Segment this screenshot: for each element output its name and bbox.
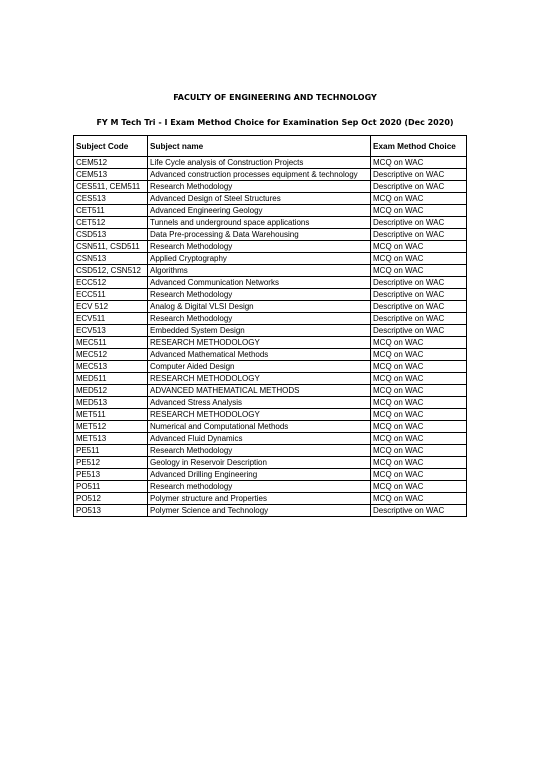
header-subject-name: Subject name [148, 136, 371, 157]
exam-method-cell: Descriptive on WAC [371, 505, 467, 517]
exam-method-cell: Descriptive on WAC [371, 301, 467, 313]
subject-code-cell: MED511 [74, 373, 148, 385]
subject-name-cell: Polymer Science and Technology [148, 505, 371, 517]
subject-code-cell: ECV513 [74, 325, 148, 337]
subject-name-cell: Advanced Mathematical Methods [148, 349, 371, 361]
table-row [74, 493, 467, 505]
subject-code-cell: CSN513 [74, 253, 148, 265]
table-row [74, 181, 467, 193]
table-row [74, 337, 467, 349]
subject-name-cell: Research Methodology [148, 445, 371, 457]
subject-code-cell: ECC511 [74, 289, 148, 301]
table-header-row [74, 136, 467, 157]
exam-method-cell: Descriptive on WAC [371, 289, 467, 301]
subject-name-cell: RESEARCH METHODOLOGY [148, 337, 371, 349]
exam-method-cell: MCQ on WAC [371, 481, 467, 493]
table-row [74, 409, 467, 421]
subject-name-cell: Analog & Digital VLSI Design [148, 301, 371, 313]
table-row [74, 193, 467, 205]
subject-name-cell: Life Cycle analysis of Construction Projects [148, 157, 371, 169]
subject-code-cell: CSN511, CSD511 [74, 241, 148, 253]
table-row [74, 253, 467, 265]
subject-name-cell: Research Methodology [148, 289, 371, 301]
subject-name-cell: Applied Cryptography [148, 253, 371, 265]
exam-method-cell: Descriptive on WAC [371, 217, 467, 229]
table-row [74, 301, 467, 313]
subject-name-cell: Polymer structure and Properties [148, 493, 371, 505]
subject-code-cell: PE511 [74, 445, 148, 457]
exam-method-cell: MCQ on WAC [371, 361, 467, 373]
exam-method-cell: MCQ on WAC [371, 421, 467, 433]
exam-method-cell: MCQ on WAC [371, 193, 467, 205]
table-row [74, 289, 467, 301]
subject-code-cell: CEM513 [74, 169, 148, 181]
subject-name-cell: Geology in Reservoir Description [148, 457, 371, 469]
table-row [74, 349, 467, 361]
subject-name-cell: Advanced construction processes equipment & technology [148, 169, 371, 181]
header-subject-code: Subject Code [74, 136, 148, 157]
subject-name-cell: ADVANCED MATHEMATICAL METHODS [148, 385, 371, 397]
table-row [74, 205, 467, 217]
faculty-title: FACULTY OF ENGINEERING AND TECHNOLOGY [173, 93, 377, 102]
exam-method-cell: MCQ on WAC [371, 253, 467, 265]
exam-method-cell: Descriptive on WAC [371, 181, 467, 193]
subject-code-cell: ECC512 [74, 277, 148, 289]
table-row [74, 325, 467, 337]
subject-code-cell: MET513 [74, 433, 148, 445]
subject-code-cell: ECV 512 [74, 301, 148, 313]
subject-name-cell: Advanced Stress Analysis [148, 397, 371, 409]
table-row [74, 505, 467, 517]
table-row [74, 373, 467, 385]
table-row [74, 445, 467, 457]
subject-name-cell: Advanced Drilling Engineering [148, 469, 371, 481]
subject-code-cell: CEM512 [74, 157, 148, 169]
subject-code-cell: CSD513 [74, 229, 148, 241]
exam-method-cell: Descriptive on WAC [371, 277, 467, 289]
subject-code-cell: MED513 [74, 397, 148, 409]
exam-method-cell: MCQ on WAC [371, 205, 467, 217]
table-row [74, 433, 467, 445]
subject-name-cell: Advanced Engineering Geology [148, 205, 371, 217]
header-exam-method: Exam Method Choice [371, 136, 467, 157]
exam-method-cell: Descriptive on WAC [371, 169, 467, 181]
exam-method-cell: MCQ on WAC [371, 409, 467, 421]
exam-method-cell: MCQ on WAC [371, 265, 467, 277]
table-row [74, 385, 467, 397]
table-row [74, 265, 467, 277]
exam-method-cell: MCQ on WAC [371, 493, 467, 505]
subject-name-cell: Embedded System Design [148, 325, 371, 337]
subject-code-cell: PO512 [74, 493, 148, 505]
subject-code-cell: PO513 [74, 505, 148, 517]
exam-method-cell: MCQ on WAC [371, 337, 467, 349]
exam-method-cell: Descriptive on WAC [371, 325, 467, 337]
table-row [74, 313, 467, 325]
subject-code-cell: CSD512, CSN512 [74, 265, 148, 277]
exam-method-cell: Descriptive on WAC [371, 313, 467, 325]
table-row [74, 277, 467, 289]
table-row [74, 469, 467, 481]
exam-method-cell: MCQ on WAC [371, 157, 467, 169]
exam-title: FY M Tech Tri - I Exam Method Choice for Examination Sep Oct 2020 (Dec 2020) [96, 118, 454, 127]
subject-code-cell: CES511, CEM511 [74, 181, 148, 193]
subject-name-cell: Tunnels and underground space applications [148, 217, 371, 229]
subject-name-cell: Algorithms [148, 265, 371, 277]
subject-name-cell: Data Pre-processing & Data Warehousing [148, 229, 371, 241]
exam-method-cell: Descriptive on WAC [371, 229, 467, 241]
subject-code-cell: MET512 [74, 421, 148, 433]
table-row [74, 361, 467, 373]
table-row [74, 217, 467, 229]
table-row [74, 229, 467, 241]
exam-method-cell: MCQ on WAC [371, 469, 467, 481]
subject-code-cell: CES513 [74, 193, 148, 205]
exam-method-cell: MCQ on WAC [371, 373, 467, 385]
subject-name-cell: RESEARCH METHODOLOGY [148, 409, 371, 421]
subject-code-cell: MEC513 [74, 361, 148, 373]
subject-name-cell: Advanced Fluid Dynamics [148, 433, 371, 445]
subject-code-cell: CET511 [74, 205, 148, 217]
exam-method-cell: MCQ on WAC [371, 433, 467, 445]
subject-name-cell: Advanced Design of Steel Structures [148, 193, 371, 205]
exam-method-cell: MCQ on WAC [371, 349, 467, 361]
table-row [74, 421, 467, 433]
exam-method-cell: MCQ on WAC [371, 241, 467, 253]
subject-name-cell: Advanced Communication Networks [148, 277, 371, 289]
subject-name-cell: Research Methodology [148, 241, 371, 253]
exam-method-cell: MCQ on WAC [371, 445, 467, 457]
subject-name-cell: Research Methodology [148, 313, 371, 325]
subject-name-cell: Computer Aided Design [148, 361, 371, 373]
subject-name-cell: Research methodology [148, 481, 371, 493]
table-row [74, 457, 467, 469]
table-row [74, 481, 467, 493]
subject-code-cell: MED512 [74, 385, 148, 397]
subject-code-cell: PO511 [74, 481, 148, 493]
table-row [74, 169, 467, 181]
exam-method-cell: MCQ on WAC [371, 457, 467, 469]
table-row [74, 397, 467, 409]
exam-method-cell: MCQ on WAC [371, 385, 467, 397]
subject-name-cell: Numerical and Computational Methods [148, 421, 371, 433]
subject-code-cell: ECV511 [74, 313, 148, 325]
exam-method-table [73, 135, 467, 517]
subject-code-cell: PE512 [74, 457, 148, 469]
subject-name-cell: RESEARCH METHODOLOGY [148, 373, 371, 385]
subject-code-cell: MET511 [74, 409, 148, 421]
subject-name-cell: Research Methodology [148, 181, 371, 193]
subject-code-cell: PE513 [74, 469, 148, 481]
table-row [74, 241, 467, 253]
table-row [74, 157, 467, 169]
subject-code-cell: CET512 [74, 217, 148, 229]
exam-method-cell: MCQ on WAC [371, 397, 467, 409]
subject-code-cell: MEC511 [74, 337, 148, 349]
subject-code-cell: MEC512 [74, 349, 148, 361]
